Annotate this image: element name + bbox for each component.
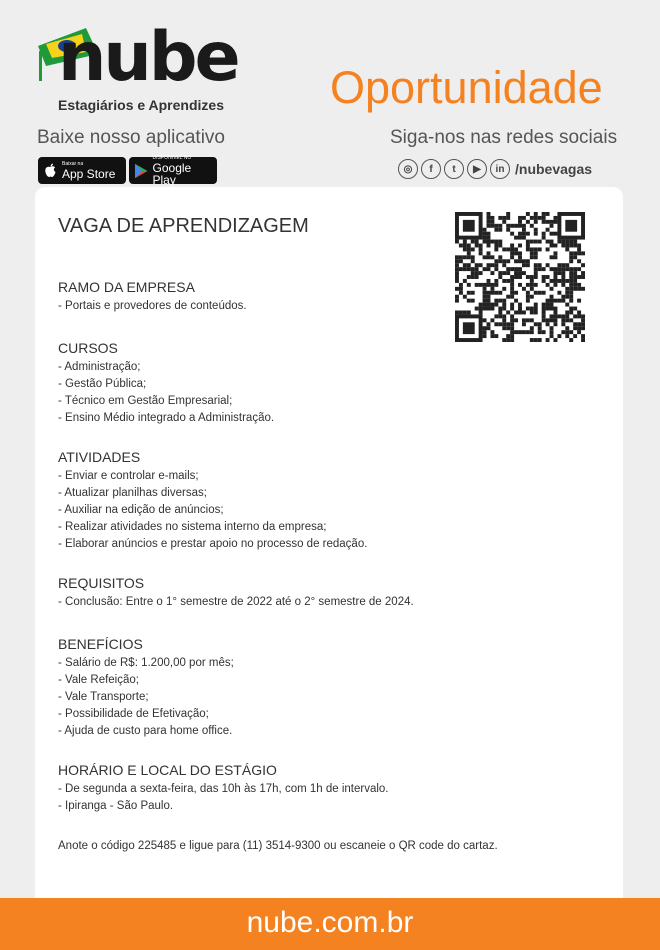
section-item: - Gestão Pública; xyxy=(58,378,147,390)
section-item: - Auxiliar na edição de anúncios; xyxy=(58,504,224,516)
linkedin-icon[interactable]: in xyxy=(490,159,510,179)
section-item: - Enviar e controlar e-mails; xyxy=(58,470,199,482)
apple-icon xyxy=(44,163,57,178)
instagram-icon[interactable]: ◎ xyxy=(398,159,418,179)
section-item: - Possibilidade de Efetivação; xyxy=(58,708,209,720)
download-label: Baixe nosso aplicativo xyxy=(37,127,225,148)
section-item: - Ipiranga - São Paulo. xyxy=(58,800,174,812)
section-heading: HORÁRIO E LOCAL DO ESTÁGIO xyxy=(58,762,277,778)
youtube-icon[interactable]: ▶ xyxy=(467,159,487,179)
section-horario xyxy=(58,762,558,815)
app-store-large: App Store xyxy=(62,167,116,181)
footer-url[interactable]: nube.com.br xyxy=(0,898,660,950)
google-play-large: Google Play xyxy=(152,161,192,187)
section-item: - De segunda a sexta-feira, das 10h às 17h, com 1h de intervalo. xyxy=(58,783,389,795)
app-store-button[interactable] xyxy=(38,157,126,184)
social-handle[interactable]: /nubevagas xyxy=(515,161,593,177)
section-beneficios xyxy=(58,636,558,740)
section-item: - Ensino Médio integrado a Administração. xyxy=(58,412,275,424)
google-play-small: DISPONÍVEL NO xyxy=(152,155,192,161)
qr-code[interactable] xyxy=(455,212,585,342)
section-requisitos xyxy=(58,575,558,611)
twitter-icon[interactable]: t xyxy=(444,159,464,179)
section-item: - Técnico em Gestão Empresarial; xyxy=(58,395,233,407)
nube-logo: nube xyxy=(58,18,238,97)
headline: Oportunidade xyxy=(330,62,603,113)
social-links xyxy=(398,159,592,179)
section-item: - Salário de R$: 1.200,00 por mês; xyxy=(58,657,234,669)
section-item: - Vale Refeição; xyxy=(58,674,139,686)
section-item: - Ajuda de custo para home office. xyxy=(58,725,233,737)
section-heading: CURSOS xyxy=(58,340,118,356)
app-store-small: Baixar na xyxy=(62,161,84,167)
section-heading: RAMO DA EMPRESA xyxy=(58,279,195,295)
section-item: - Vale Transporte; xyxy=(58,691,149,703)
section-heading: BENEFÍCIOS xyxy=(58,636,143,652)
logo-tagline: Estagiários e Aprendizes xyxy=(58,97,224,113)
google-play-button[interactable] xyxy=(129,155,217,187)
section-item: - Administração; xyxy=(58,361,141,373)
section-ramo xyxy=(58,279,558,315)
facebook-icon[interactable]: f xyxy=(421,159,441,179)
section-item: - Atualizar planilhas diversas; xyxy=(58,487,207,499)
social-label: Siga-nos nas redes sociais xyxy=(390,127,618,148)
section-item: - Conclusão: Entre o 1° semestre de 2022 até o 2° semestre de 2024. xyxy=(58,596,414,608)
job-title: VAGA DE APRENDIZAGEM xyxy=(58,215,309,237)
google-play-icon xyxy=(135,163,148,179)
section-item: - Elaborar anúncios e prestar apoio no processo de redação. xyxy=(58,538,368,550)
section-cursos xyxy=(58,340,558,427)
section-heading: ATIVIDADES xyxy=(58,449,141,465)
section-item: - Realizar atividades no sistema interno da empresa; xyxy=(58,521,327,533)
section-heading: REQUISITOS xyxy=(58,575,145,591)
section-atividades xyxy=(58,449,558,553)
contact-note: Anote o código 225485 e ligue para (11) 3514-9300 ou escaneie o QR code do cartaz. xyxy=(58,840,498,852)
section-item: - Portais e provedores de conteúdos. xyxy=(58,300,247,312)
